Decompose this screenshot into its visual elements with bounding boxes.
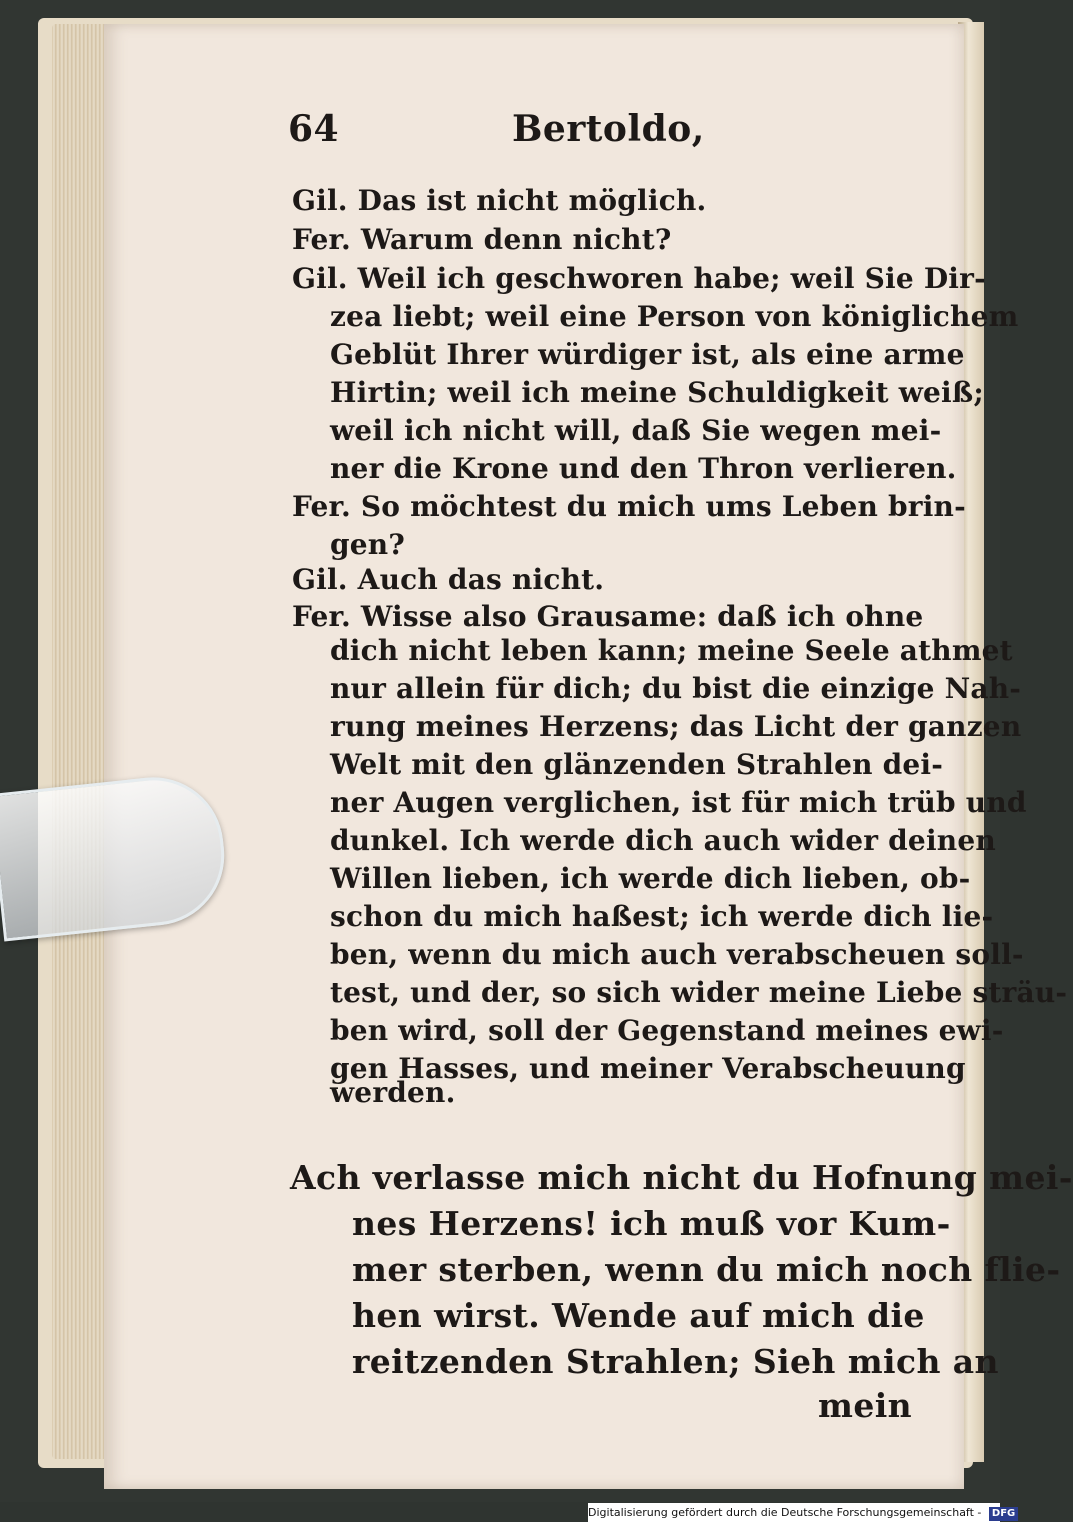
aria-line: hen wirst. Wende auf mich die — [352, 1296, 925, 1335]
text-line: Gil. Auch das nicht. — [292, 563, 605, 596]
text-line: Hirtin; weil ich meine Schuldigkeit weiß; — [330, 376, 984, 409]
text-line: zea liebt; weil eine Person von königlichem — [330, 300, 1019, 333]
text-line: ner die Krone und den Thron verlieren. — [330, 452, 957, 485]
text-line: weil ich nicht will, daß Sie wegen mei- — [330, 414, 942, 447]
text-line: test, und der, so sich wider meine Liebe sträu- — [330, 976, 1068, 1009]
text-line: ner Augen verglichen, ist für mich trüb und — [330, 786, 1027, 819]
aria-line: reitzenden Strahlen; Sieh mich an — [352, 1342, 999, 1381]
text-line: Gil. Das ist nicht möglich. — [292, 184, 707, 217]
text-line: Fer. Warum denn nicht? — [292, 223, 672, 256]
catchword: mein — [818, 1386, 913, 1425]
running-title: Bertoldo, — [512, 108, 705, 150]
text-line: gen Hasses, und meiner Verabscheuung — [330, 1052, 966, 1085]
text-line: ben wird, soll der Gegenstand meines ewi- — [330, 1014, 1004, 1047]
text-line: schon du mich haßest; ich werde dich lie- — [330, 900, 994, 933]
text-line: Gil. Weil ich geschworen habe; weil Sie Dir- — [292, 262, 986, 295]
aria-line: mer sterben, wenn du mich noch flie- — [352, 1250, 1061, 1289]
text-line: dich nicht leben kann; meine Seele athmet — [330, 634, 1013, 667]
text-line: dunkel. Ich werde dich auch wider deinen — [330, 824, 996, 857]
text-line: Welt mit den glänzenden Strahlen dei- — [330, 748, 944, 781]
text-line: Fer. So möchtest du mich ums Leben brin- — [292, 490, 966, 523]
aria-line: nes Herzens! ich muß vor Kum- — [352, 1204, 951, 1243]
text-line: nur allein für dich; du bist die einzige Nah- — [330, 672, 1022, 705]
aria-line: Ach verlasse mich nicht du Hofnung mei- — [290, 1158, 1073, 1197]
footer-credit-text: Digitalisierung gefördert durch die Deutsche Forschungsgemeinschaft - — [588, 1506, 982, 1519]
footer-credit — [588, 1503, 1016, 1522]
text-line: Fer. Wisse also Grausame: daß ich ohne — [292, 600, 924, 633]
text-line: rung meines Herzens; das Licht der ganzen — [330, 710, 1022, 743]
page-number: 64 — [288, 108, 340, 150]
text-line: ben, wenn du mich auch verabscheuen soll- — [330, 938, 1024, 971]
page-stack-edge — [52, 24, 110, 1459]
text-line: Willen lieben, ich werde dich lieben, ob- — [330, 862, 971, 895]
text-line: Geblüt Ihrer würdiger ist, als eine arme — [330, 338, 965, 371]
dfg-logo: DFG — [989, 1507, 1018, 1521]
text-line: gen? — [330, 528, 405, 561]
text-line: werden. — [330, 1076, 456, 1109]
